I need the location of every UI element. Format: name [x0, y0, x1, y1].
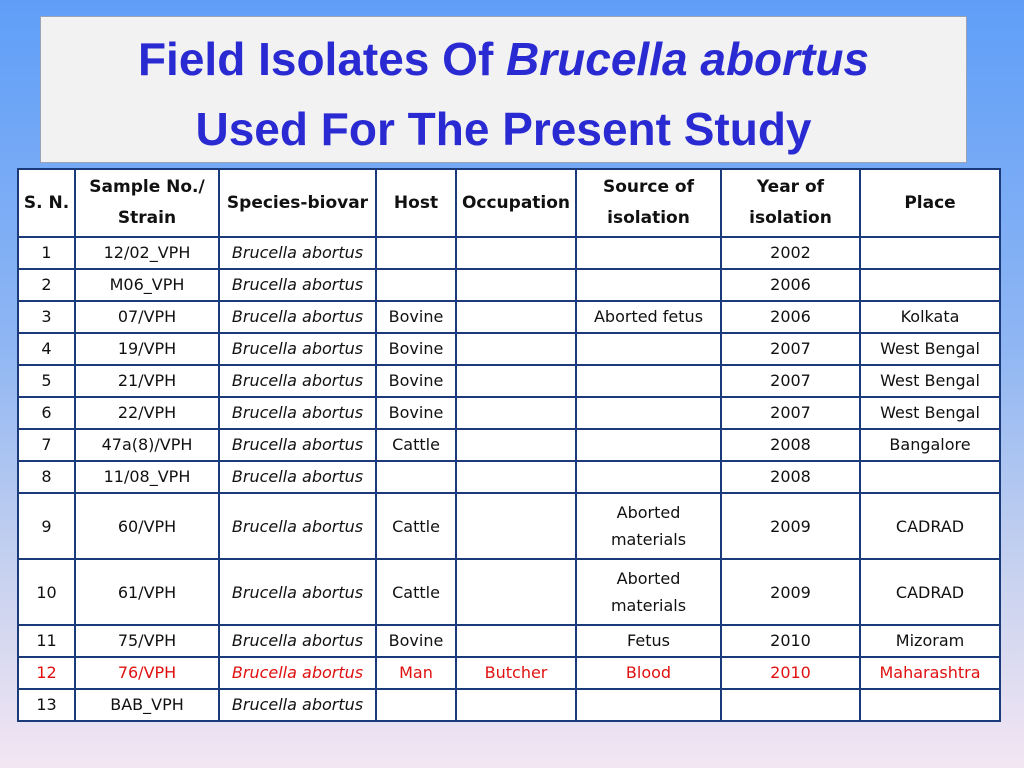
cell-species: Brucella abortus — [219, 689, 376, 721]
cell-source — [576, 365, 721, 397]
cell-place: Kolkata — [860, 301, 1000, 333]
header-host: Host — [376, 169, 456, 237]
cell-species: Brucella abortus — [219, 657, 376, 689]
cell-sn: 1 — [18, 237, 75, 269]
title-species: Brucella abortus — [506, 33, 870, 85]
cell-source — [576, 689, 721, 721]
title-line-2: Used For The Present Study — [195, 103, 812, 155]
header-occupation: Occupation — [456, 169, 576, 237]
cell-species: Brucella abortus — [219, 559, 376, 625]
cell-occupation — [456, 429, 576, 461]
cell-year: 2006 — [721, 269, 860, 301]
cell-source — [576, 429, 721, 461]
cell-source: Aborted fetus — [576, 301, 721, 333]
cell-sn: 9 — [18, 493, 75, 559]
table-row — [18, 657, 1000, 689]
cell-species: Brucella abortus — [219, 461, 376, 493]
table-row — [18, 365, 1000, 397]
table-row — [18, 689, 1000, 721]
cell-sn: 2 — [18, 269, 75, 301]
cell-host — [376, 461, 456, 493]
cell-species: Brucella abortus — [219, 625, 376, 657]
cell-year: 2009 — [721, 559, 860, 625]
title-line-1 — [41, 24, 966, 94]
cell-sample: BAB_VPH — [75, 689, 219, 721]
cell-occupation — [456, 397, 576, 429]
cell-sample: 76/VPH — [75, 657, 219, 689]
header-place: Place — [860, 169, 1000, 237]
table-row — [18, 493, 1000, 559]
table-row — [18, 397, 1000, 429]
cell-source — [576, 333, 721, 365]
cell-place: Bangalore — [860, 429, 1000, 461]
cell-sample: 60/VPH — [75, 493, 219, 559]
cell-occupation — [456, 365, 576, 397]
cell-species: Brucella abortus — [219, 365, 376, 397]
table-row — [18, 559, 1000, 625]
cell-sample: 19/VPH — [75, 333, 219, 365]
slide-title — [40, 16, 967, 163]
table-row — [18, 625, 1000, 657]
cell-sn: 10 — [18, 559, 75, 625]
cell-place — [860, 689, 1000, 721]
header-sample-strain: Sample No./ Strain — [75, 169, 219, 237]
cell-source — [576, 269, 721, 301]
cell-place — [860, 237, 1000, 269]
cell-place: Mizoram — [860, 625, 1000, 657]
cell-sample: 12/02_VPH — [75, 237, 219, 269]
cell-host: Cattle — [376, 559, 456, 625]
cell-sample: 07/VPH — [75, 301, 219, 333]
cell-sample: 75/VPH — [75, 625, 219, 657]
cell-species: Brucella abortus — [219, 397, 376, 429]
cell-occupation — [456, 493, 576, 559]
cell-sample: 47a(8)/VPH — [75, 429, 219, 461]
cell-year: 2008 — [721, 429, 860, 461]
cell-sn: 11 — [18, 625, 75, 657]
cell-host — [376, 237, 456, 269]
cell-place: West Bengal — [860, 397, 1000, 429]
cell-place — [860, 461, 1000, 493]
cell-host: Bovine — [376, 625, 456, 657]
cell-species: Brucella abortus — [219, 237, 376, 269]
cell-year: 2007 — [721, 365, 860, 397]
cell-sample: 22/VPH — [75, 397, 219, 429]
header-year: Year of isolation — [721, 169, 860, 237]
cell-year: 2010 — [721, 657, 860, 689]
cell-source: Fetus — [576, 625, 721, 657]
cell-place: CADRAD — [860, 559, 1000, 625]
cell-occupation: Butcher — [456, 657, 576, 689]
header-species-biovar: Species-biovar — [219, 169, 376, 237]
cell-occupation — [456, 333, 576, 365]
cell-year: 2002 — [721, 237, 860, 269]
table-header-row — [18, 169, 1000, 237]
cell-source: Aborted materials — [576, 559, 721, 625]
table-row — [18, 429, 1000, 461]
cell-sample: 11/08_VPH — [75, 461, 219, 493]
cell-sn: 12 — [18, 657, 75, 689]
cell-occupation — [456, 301, 576, 333]
cell-host: Bovine — [376, 397, 456, 429]
cell-occupation — [456, 237, 576, 269]
cell-species: Brucella abortus — [219, 269, 376, 301]
cell-host: Bovine — [376, 301, 456, 333]
cell-place: CADRAD — [860, 493, 1000, 559]
cell-source — [576, 461, 721, 493]
cell-sn: 13 — [18, 689, 75, 721]
cell-place: West Bengal — [860, 365, 1000, 397]
cell-host: Man — [376, 657, 456, 689]
table-row — [18, 301, 1000, 333]
cell-host: Bovine — [376, 333, 456, 365]
cell-host: Bovine — [376, 365, 456, 397]
table-row — [18, 237, 1000, 269]
cell-species: Brucella abortus — [219, 301, 376, 333]
cell-sn: 4 — [18, 333, 75, 365]
cell-year: 2008 — [721, 461, 860, 493]
cell-occupation — [456, 461, 576, 493]
cell-sample: 61/VPH — [75, 559, 219, 625]
table-body — [18, 237, 1000, 721]
cell-occupation — [456, 559, 576, 625]
cell-year — [721, 689, 860, 721]
cell-year: 2007 — [721, 397, 860, 429]
cell-year: 2007 — [721, 333, 860, 365]
cell-host: Cattle — [376, 429, 456, 461]
cell-source — [576, 397, 721, 429]
cell-place — [860, 269, 1000, 301]
cell-sn: 3 — [18, 301, 75, 333]
cell-year: 2009 — [721, 493, 860, 559]
cell-occupation — [456, 625, 576, 657]
cell-year: 2010 — [721, 625, 860, 657]
cell-place: Maharashtra — [860, 657, 1000, 689]
cell-occupation — [456, 269, 576, 301]
cell-year: 2006 — [721, 301, 860, 333]
title-prefix: Field Isolates Of — [137, 33, 507, 85]
cell-host — [376, 689, 456, 721]
cell-place: West Bengal — [860, 333, 1000, 365]
cell-sn: 8 — [18, 461, 75, 493]
table-row — [18, 461, 1000, 493]
header-sn: S. N. — [18, 169, 75, 237]
header-source: Source of isolation — [576, 169, 721, 237]
cell-host: Cattle — [376, 493, 456, 559]
table-row — [18, 269, 1000, 301]
table-row — [18, 333, 1000, 365]
isolates-table — [17, 168, 1001, 722]
cell-sn: 6 — [18, 397, 75, 429]
cell-species: Brucella abortus — [219, 429, 376, 461]
cell-source — [576, 237, 721, 269]
cell-source: Blood — [576, 657, 721, 689]
cell-species: Brucella abortus — [219, 493, 376, 559]
cell-occupation — [456, 689, 576, 721]
cell-source: Aborted materials — [576, 493, 721, 559]
cell-sample: M06_VPH — [75, 269, 219, 301]
cell-sample: 21/VPH — [75, 365, 219, 397]
cell-sn: 7 — [18, 429, 75, 461]
cell-host — [376, 269, 456, 301]
cell-species: Brucella abortus — [219, 333, 376, 365]
cell-sn: 5 — [18, 365, 75, 397]
